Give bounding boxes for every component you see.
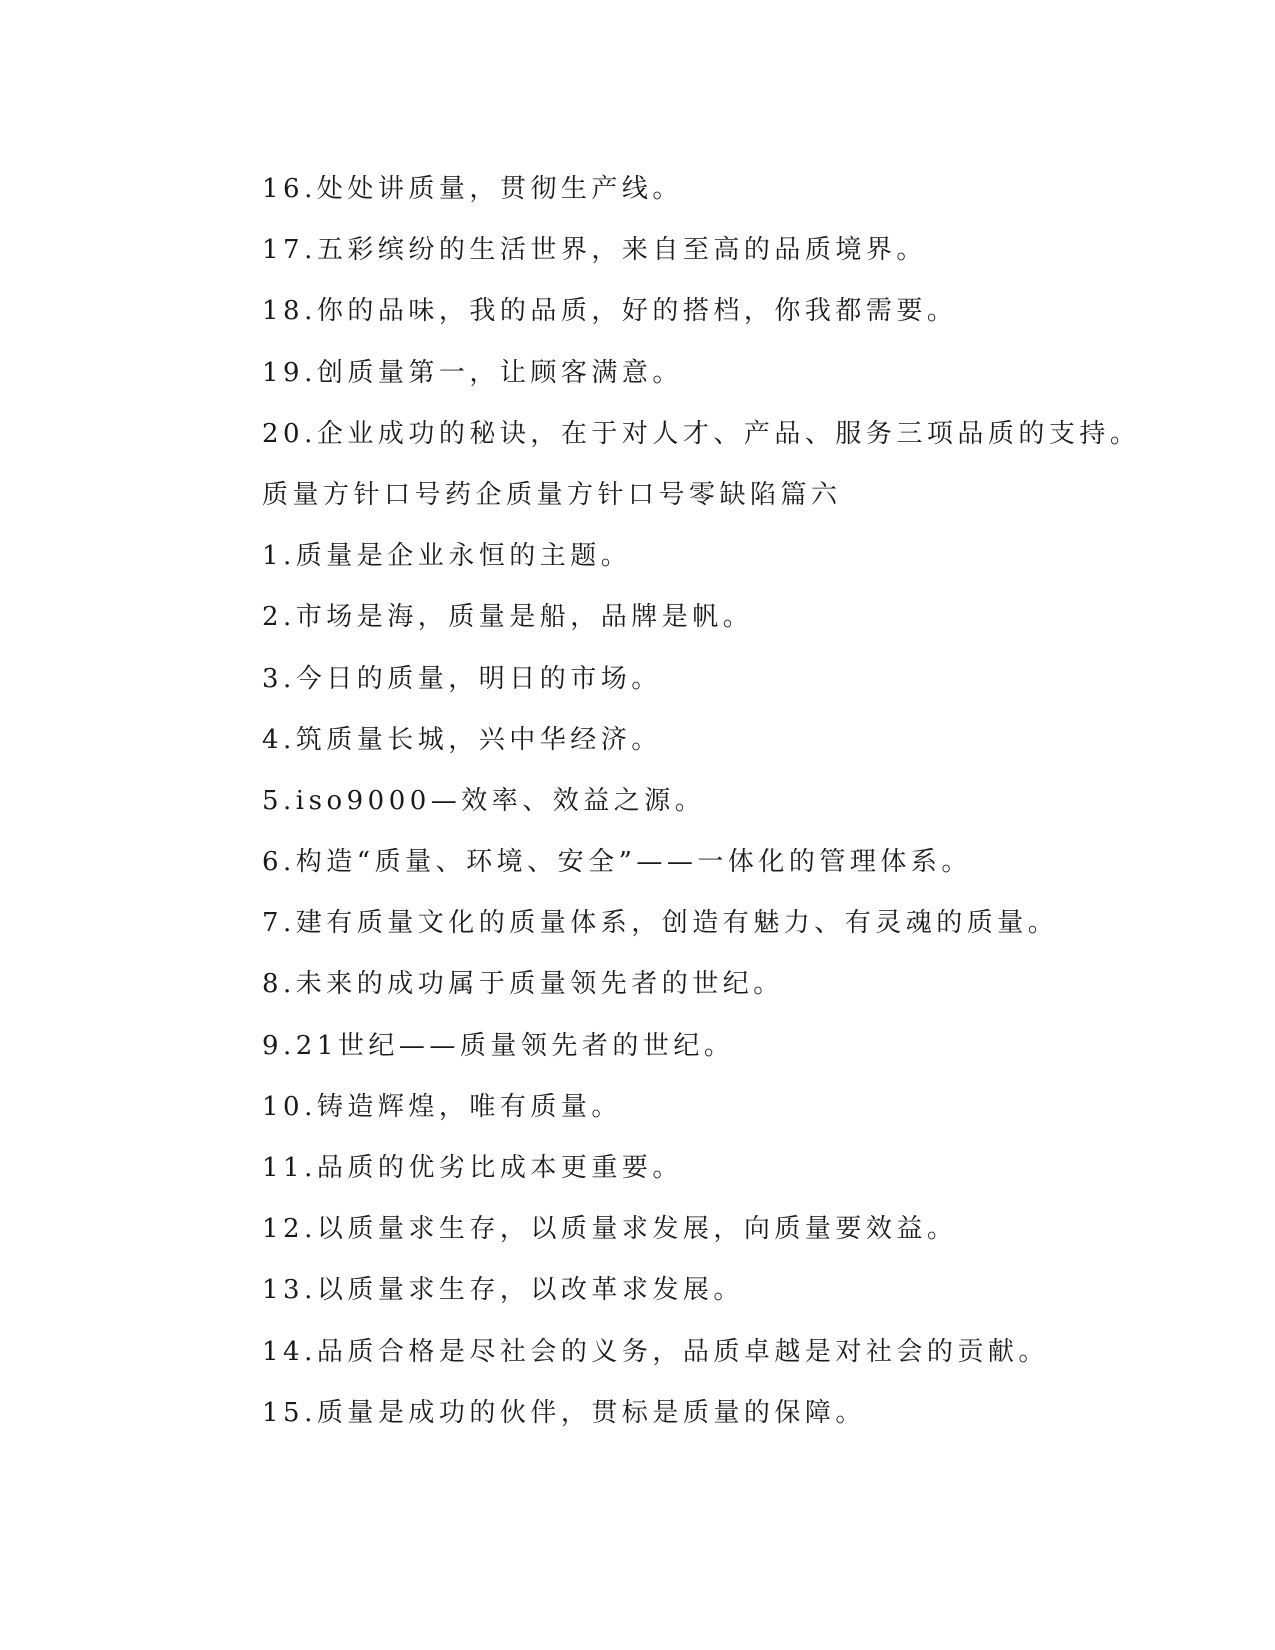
slogan-line: 3.今日的质量，明日的市场。 xyxy=(262,663,662,694)
slogan-line: 20.企业成功的秘诀，在于对人才、产品、服务三项品质的支持。 xyxy=(262,418,1141,449)
slogan-line: 5.iso9000—效率、效益之源。 xyxy=(262,785,706,816)
document-body xyxy=(262,163,1162,1448)
slogan-line: 2.市场是海，质量是船，品牌是帆。 xyxy=(262,602,754,633)
slogan-line: 6.构造“质量、环境、安全”——一体化的管理体系。 xyxy=(262,847,972,878)
slogan-line: 8.未来的成功属于质量领先者的世纪。 xyxy=(262,969,784,1000)
slogan-line: 14.品质合格是尽社会的义务，品质卓越是对社会的贡献。 xyxy=(262,1336,1049,1367)
slogan-line: 4.筑质量长城，兴中华经济。 xyxy=(262,724,662,755)
slogan-line: 12.以质量求生存，以质量求发展，向质量要效益。 xyxy=(262,1214,958,1245)
slogan-line: 15.质量是成功的伙伴，贯标是质量的保障。 xyxy=(262,1397,866,1428)
slogan-line: 18.你的品味，我的品质，好的搭档，你我都需要。 xyxy=(262,296,958,327)
slogan-line: 19.创质量第一，让顾客满意。 xyxy=(262,357,683,388)
slogan-line: 16.处处讲质量，贯彻生产线。 xyxy=(262,174,683,204)
slogan-line: 9.21世纪——质量领先者的世纪。 xyxy=(262,1030,735,1061)
section-heading: 质量方针口号药企质量方针口号零缺陷篇六 xyxy=(262,479,842,510)
slogan-line: 11.品质的优劣比成本更重要。 xyxy=(262,1153,683,1183)
slogan-line: 13.以质量求生存，以改革求发展。 xyxy=(262,1275,744,1306)
slogan-line: 10.铸造辉煌，唯有质量。 xyxy=(262,1091,622,1122)
slogan-line: 17.五彩缤纷的生活世界，来自至高的品质境界。 xyxy=(262,235,927,266)
slogan-line: 7.建有质量文化的质量体系，创造有魅力、有灵魂的质量。 xyxy=(262,908,1059,939)
slogan-line: 1.质量是企业永恒的主题。 xyxy=(262,541,632,572)
